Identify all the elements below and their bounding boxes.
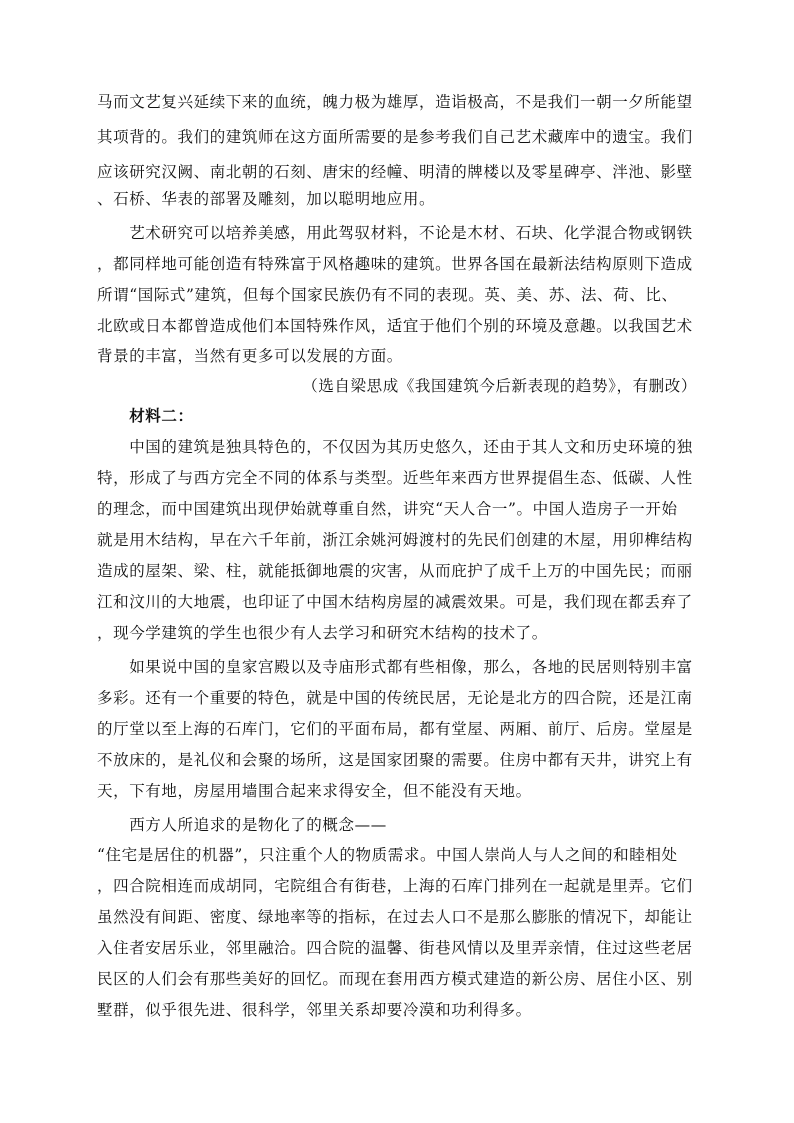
text-line: 特，形成了与西方完全不同的体系与类型。近些年来西方世界提倡生态、低碳、人性 [97, 469, 693, 487]
text-line: “住宅是居住的机器”，只注重个人的物质需求。中国人崇尚人与人之间的和睦相处 [97, 846, 678, 864]
text-line: 就是用木结构，早在六千年前，浙江余姚河姆渡村的先民们创建的木屋，用卯榫结构 [97, 531, 693, 549]
text-line: 虽然没有间距、密度、绿地率等的指标，在过去人口不是那么膨胀的情况下，却能让 [97, 908, 693, 926]
text-line: 、石桥、华表的部署及雕刻，加以聪明地应用。 [97, 190, 436, 208]
text-line: 马而文艺复兴延续下来的血统，魄力极为雄厚，造诣极高，不是我们一朝一夕所能望 [97, 93, 693, 111]
text-line: 天，下有地，房屋用墙围合起来求得安全，但不能没有天地。 [97, 782, 532, 800]
text-line: 如果说中国的皇家宫殿以及寺庙形式都有些相像，那么，各地的民居则特别丰富 [97, 658, 693, 676]
text-line: 应该研究汉阙、南北朝的石刻、唐宋的经幢、明清的牌楼以及零星碑亭、泮池、影壁 [97, 163, 693, 181]
text-line: 多彩。还有一个重要的特色，就是中国的传统民居，无论是北方的四合院，还是江南 [97, 689, 693, 707]
text-line: 造成的屋架、梁、柱，就能抵御地震的灾害，从而庇护了成千上万的中国先民；而丽 [97, 562, 693, 580]
text-line: ，现今学建筑的学生也很少有人去学习和研究木结构的技术了。 [97, 624, 548, 642]
text-line: 北欧或日本都曾造成他们本国特殊作风，适宜于他们个别的环境及意趣。以我国艺术 [97, 317, 693, 335]
text-line: 西方人所追求的是物化了的概念—— [97, 816, 387, 834]
text-line: 所谓“国际式”建筑，但每个国家民族仍有不同的表现。英、美、苏、法、荷、比、 [97, 286, 678, 304]
text-line: 墅群，似乎很先进、很科学，邻里关系却要冷漠和功利得多。 [97, 1001, 532, 1019]
text-line: 民区的人们会有那些美好的回忆。而现在套用西方模式建造的新公房、居住小区、别 [97, 970, 693, 988]
text-line: 不放床的，是礼仪和会聚的场所，这是国家团聚的需要。住房中都有天井，讲究上有 [97, 751, 693, 769]
text-line: 的理念，而中国建筑出现伊始就尊重自然，讲究“天人合一”。中国人造房子一开始 [97, 500, 678, 518]
text-line: ，四合院相连而成胡同，宅院组合有街巷，上海的石库门排列在一起就是里弄。它们 [97, 877, 693, 895]
text-line: 中国的建筑是独具特色的，不仅因为其历史悠久，还由于其人文和历史环境的独 [97, 438, 693, 456]
text-line: 艺术研究可以培养美感，用此驾驭材料，不论是木材、石块、化学混合物或钢铁 [97, 224, 693, 242]
text-line: 的厅堂以至上海的石库门，它们的平面布局，都有堂屋、两厢、前厅、后房。堂屋是 [97, 720, 693, 738]
text-line: ，都同样地可能创造有特殊富于风格趣味的建筑。世界各国在最新法结构原则下造成 [97, 255, 693, 273]
text-line: 背景的丰富，当然有更多可以发展的方面。 [97, 347, 403, 365]
text-line: 江和汶川的大地震，也印证了中国木结构房屋的减震效果。可是，我们现在都丢弃了 [97, 593, 693, 611]
section-heading: 材料二： [97, 406, 194, 425]
text-line: 入住者安居乐业，邻里融洽。四合院的温馨、街巷风情以及里弄亲情，住过这些老居 [97, 939, 693, 957]
source-citation: （选自梁思成《我国建筑今后新表现的趋势》，有删改） [302, 377, 697, 395]
text-line: 其项背的。我们的建筑师在这方面所需要的是参考我们自己艺术藏库中的遗宝。我们 [97, 128, 693, 146]
